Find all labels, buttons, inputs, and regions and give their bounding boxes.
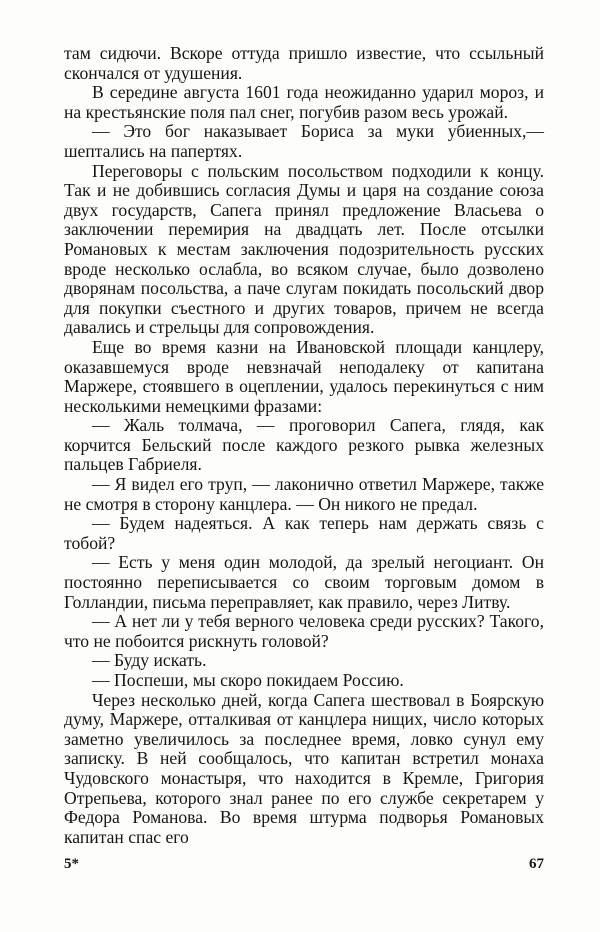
paragraph: — Поспеши, мы скоро покидаем Россию.	[92, 670, 404, 690]
paragraph: Переговоры с польским посольством подходили к концу. Так и не добившись согласия Думы и царя на создание союза двух государств, Сапега принял предложение Власьева о заключении перемирия на двадцать лет. После отсылки Романовых к местам заключения подозрительность русских вроде несколько ослабла, во всяком случае, было дозволено дворянам посольства, а паче слугам покидать посольский двор для покупки съестного и других товаров, причем не всегда давались и стрельцы для сопровождения.	[64, 160, 544, 338]
paragraph: — Я видел его труп, — лаконично ответил Маржере, также не смотря в сторону канцлера. — Он никого не предал.	[64, 474, 544, 514]
paragraph: — Это бог наказывает Бориса за муки убиенных,— шептались на папертях.	[64, 121, 544, 161]
paragraph: В середине августа 1601 года неожиданно ударил мороз, и на крестьянские поля пал снег, погубив разом весь урожай.	[64, 82, 544, 122]
page-footer	[64, 856, 544, 880]
page-body-text	[64, 44, 544, 847]
paragraph: — А нет ли у тебя верного человека среди русских? Такого, что не побоится рискнуть головой?	[64, 611, 544, 651]
paragraph: — Буду искать.	[92, 650, 207, 671]
signature-mark: 5*	[64, 856, 79, 872]
paragraph: там сидючи. Вскоре оттуда пришло известие, что ссыльный скончался от удушения.	[64, 43, 544, 83]
paragraph: — Будем надеяться. А как теперь нам держать связь с тобой?	[64, 513, 544, 553]
paragraph: — Жаль толмача, — проговорил Сапега, глядя, как корчится Бельский после каждого резкого рывка железных пальцев Габриеля.	[64, 415, 544, 475]
page-number: 67	[529, 856, 544, 872]
paragraph: — Есть у меня один молодой, да зрелый негоциант. Он постоянно переписывается со своим торговым домом в Голландии, письма переправляет, как правило, через Литву.	[64, 552, 544, 612]
paragraph: Еще во время казни на Ивановской площади канцлеру, оказавшемуся вроде невзначай неподалеку от капитана Маржере, стоявшего в оцеплении, удалось перекинуться с ним несколькими немецкими фразами:	[64, 336, 544, 416]
paragraph: Через несколько дней, когда Сапега шествовал в Боярскую думу, Маржере, отталкивая от канцлера нищих, число которых заметно увеличилось за последнее время, ловко сунул ему записку. В ней сообщалось, что капитан встретил монаха Чудовского монастыря, что находится в Кремле, Григория Отрепьева, которого знал ранее по его службе секретарем у Федора Романова. Во время штурма подворья Романовых капитан спас его	[64, 689, 544, 847]
